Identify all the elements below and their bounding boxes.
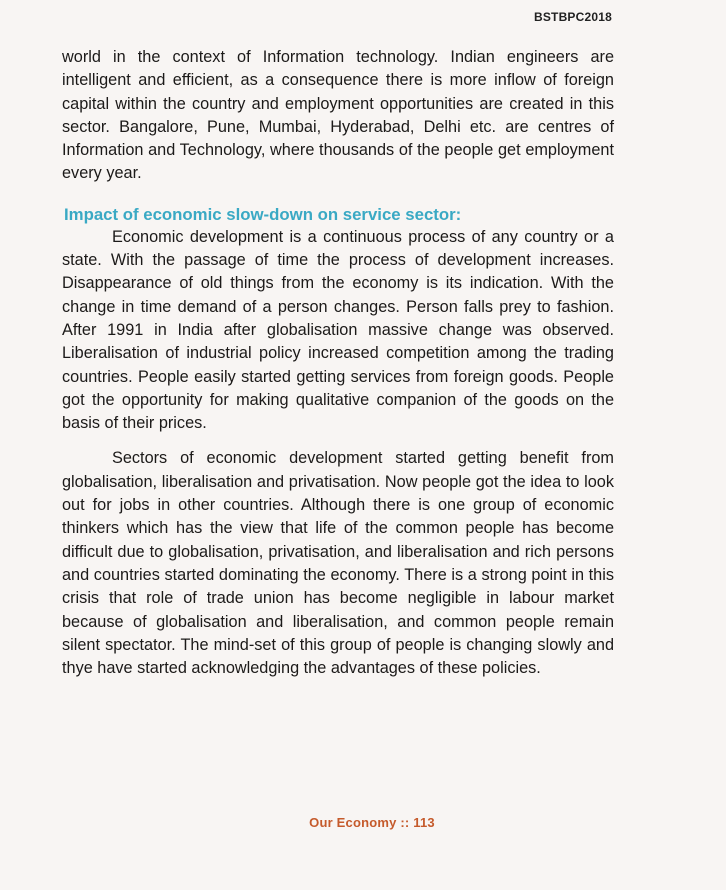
page-content	[62, 46, 614, 680]
page-footer	[0, 815, 726, 830]
paragraph-globalisation-benefits: Sectors of economic development started getting benefit from globalisation, liberalisation and privatisation. Now people got the idea to look out for jobs in other countries. Although there is one group of economic thinkers which has the view that life of the common people has become difficult due to globalisation, privatisation, and liberalisation and rich persons and countries started dominating the economy. There is a strong point in this crisis that role of trade union has become negligible in labour market because of globalisation and liberalisation, and common people remain silent spectator. The mind-set of this group of people is changing slowly and thye have started acknowledging the advantages of these policies.	[62, 449, 614, 678]
document-code: BSTBPC2018	[533, 10, 612, 24]
paragraph-economic-development: Economic development is a continuous process of any country or a state. With the passage of time the process of development increases. Disappearance of old things from the economy is its indication. With the change in time demand of a person changes. Person falls prey to fashion. After 1991 in India after globalisation massive change was observed. Liberalisation of industrial policy increased competition among the trading countries. People easily started getting services from foreign goods. People got the opportunity for making qualitative companion of the goods on the basis of their prices.	[62, 227, 614, 433]
footer-text: Our Economy :: 113	[309, 815, 435, 830]
section-heading: Impact of economic slow-down on service sector:	[64, 204, 462, 224]
intro-paragraph: world in the context of Information technology. Indian engineers are intelligent and efficient, as a consequence there is more inflow of foreign capital within the country and employment opportunities are created in this sector. Bangalore, Pune, Mumbai, Hyderabad, Delhi etc. are centres of Information and Technology, where thousands of the people get employment every year.	[62, 48, 614, 183]
